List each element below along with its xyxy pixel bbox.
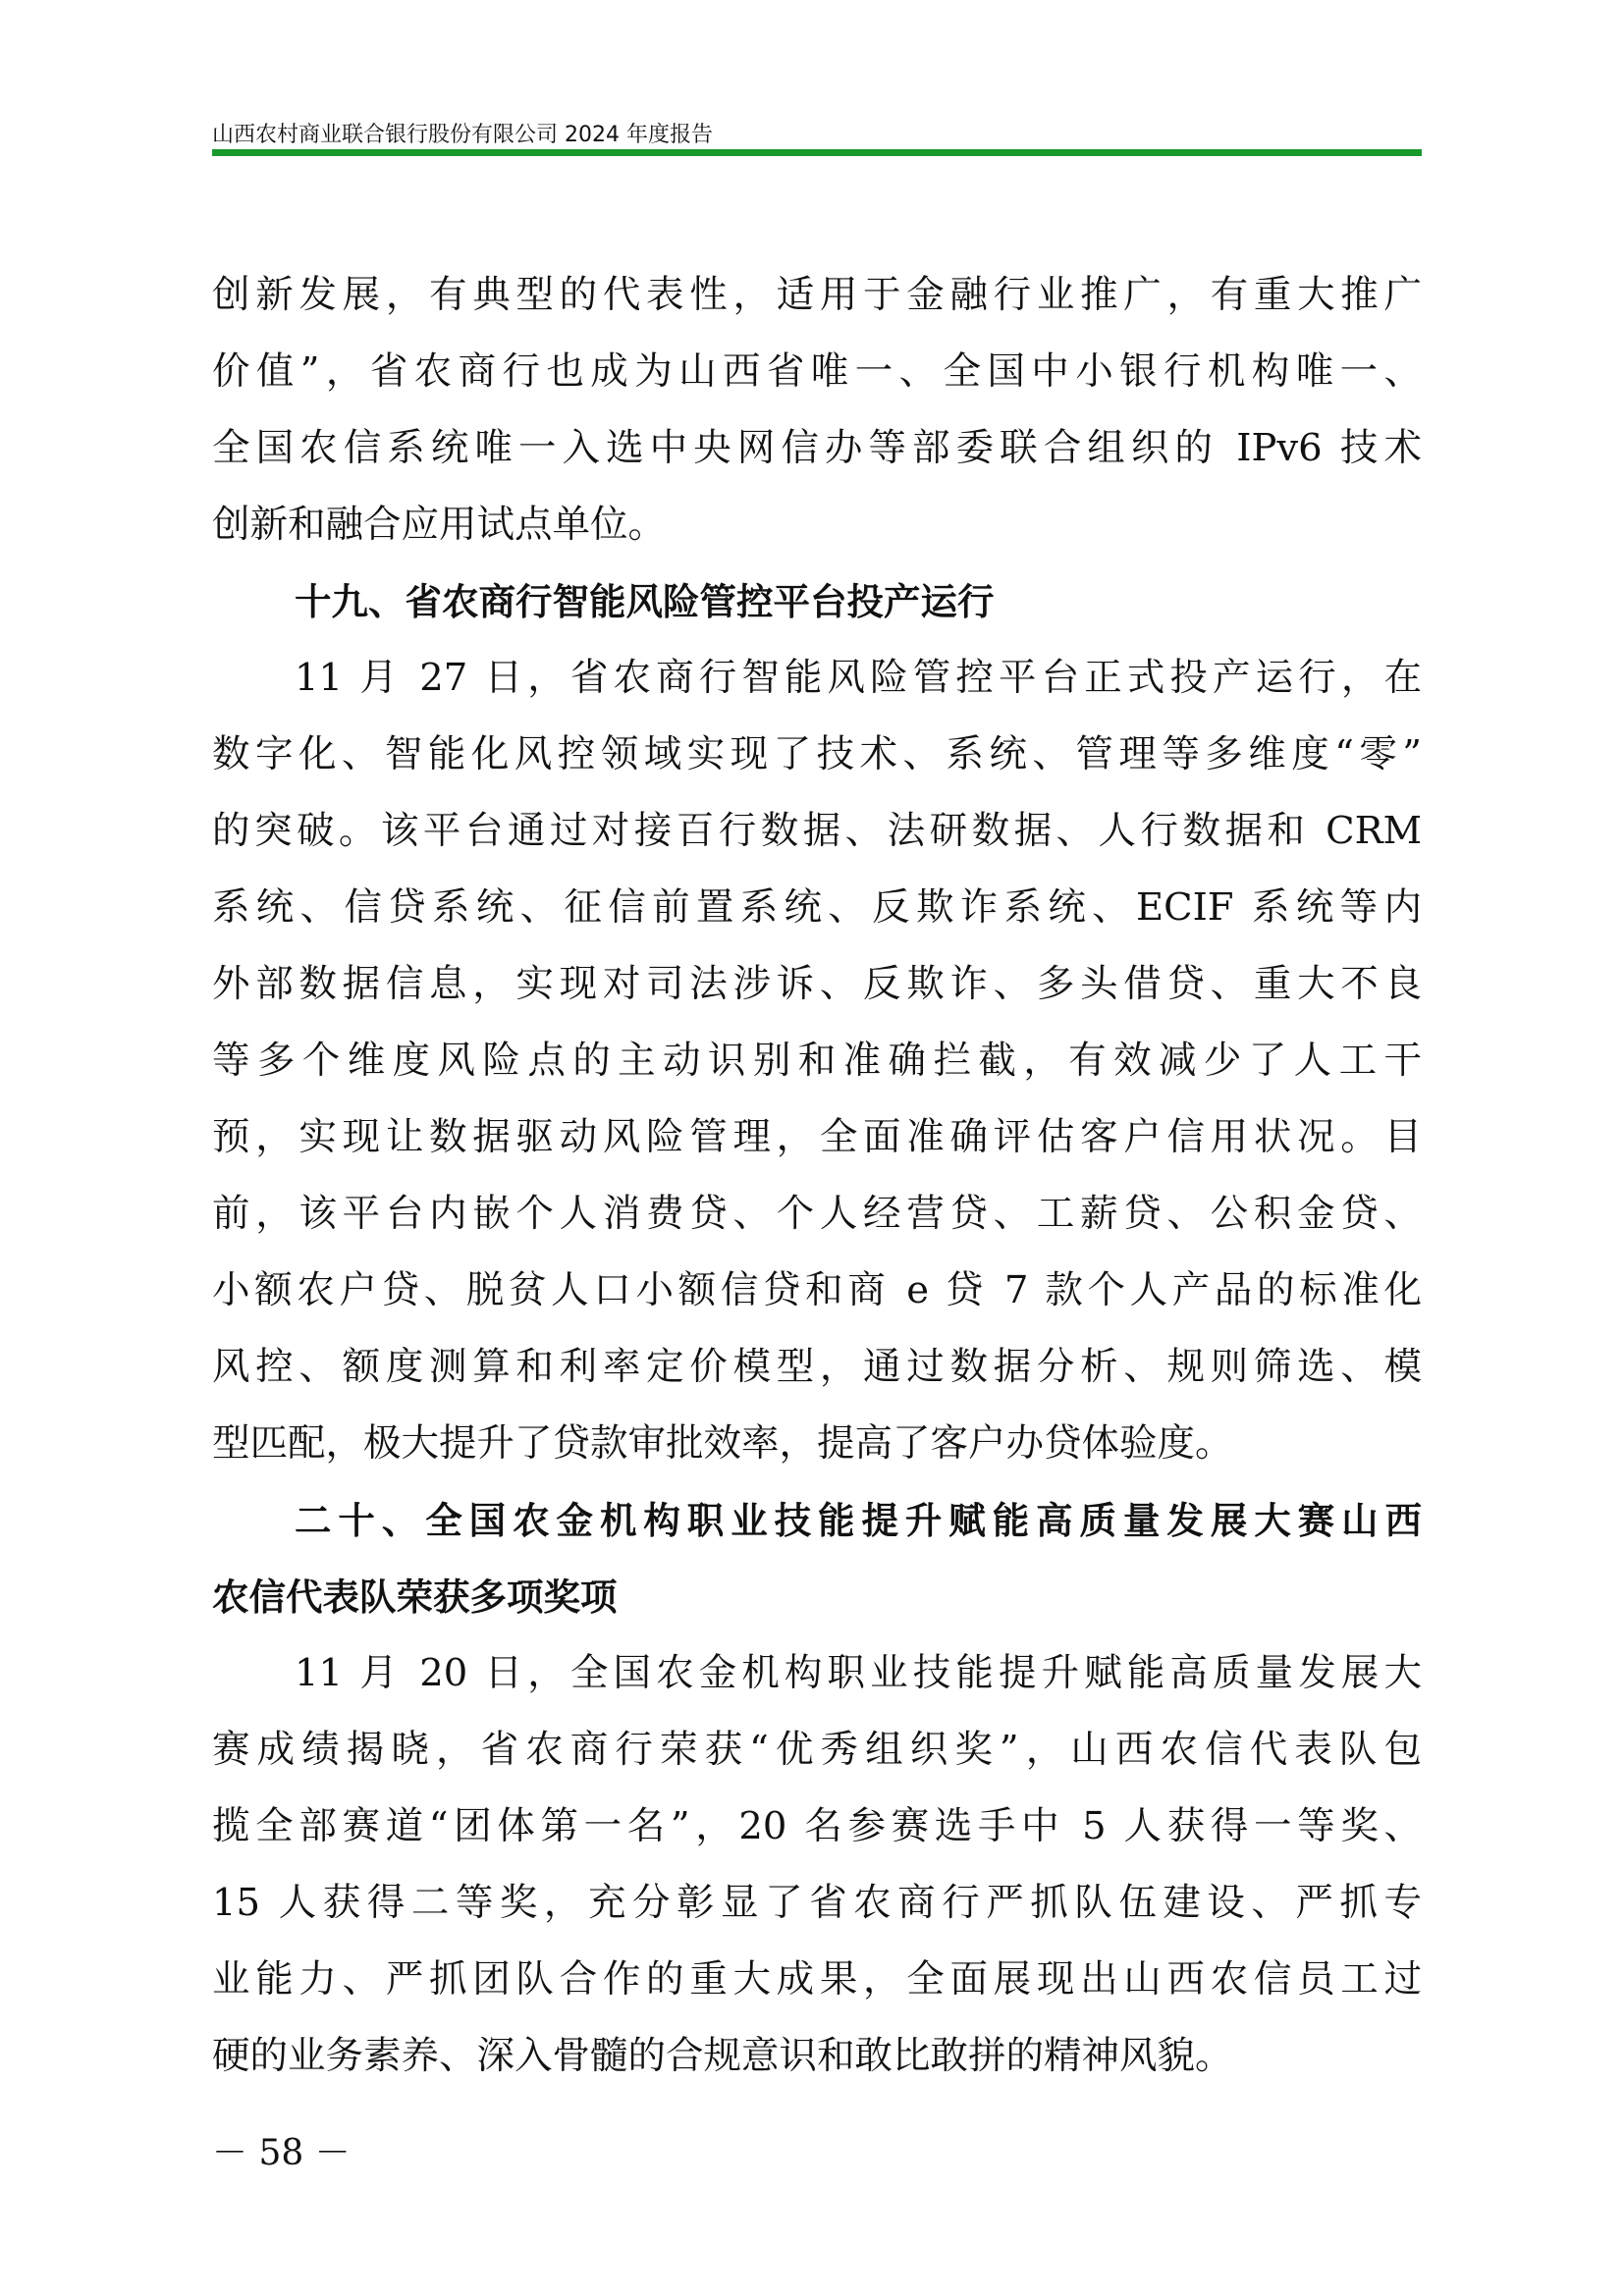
body-text-line: 预，实现让数据驱动风险管理，全面准确评估客户信用状况。目 <box>212 1115 1422 1159</box>
body-text-line: 数字化、智能化风控领域实现了技术、系统、管理等多维度“零” <box>212 732 1422 776</box>
body-text-line: 赛成绩揭晓，省农商行荣获“优秀组织奖”，山西农信代表队包 <box>212 1728 1422 1772</box>
section-heading-20-cont: 农信代表队荣获多项奖项 <box>212 1575 618 1619</box>
body-text-line: 前，该平台内嵌个人消费贷、个人经营贷、工薪贷、公积金贷、 <box>212 1192 1422 1236</box>
body-text-line: 小额农户贷、脱贫人口小额信贷和商 e 贷 7 款个人产品的标准化 <box>212 1268 1422 1312</box>
body-text-line: 创新和融合应用试点单位。 <box>212 503 667 547</box>
body-text-line: 揽全部赛道“团体第一名”，20 名参赛选手中 5 人获得一等奖、 <box>212 1804 1422 1848</box>
body-text-line: 外部数据信息，实现对司法涉诉、反欺诈、多头借贷、重大不良 <box>212 962 1422 1006</box>
paragraph-first-line: 11 月 20 日，全国农金机构职业技能提升赋能高质量发展大 <box>295 1651 1422 1695</box>
paragraph-first-line: 11 月 27 日，省农商行智能风险管控平台正式投产运行，在 <box>295 656 1422 700</box>
body-text-line: 15 人获得二等奖，充分彰显了省农商行严抓队伍建设、严抓专 <box>212 1881 1422 1925</box>
header-divider <box>212 149 1422 156</box>
body-text-line: 系统、信贷系统、征信前置系统、反欺诈系统、ECIF 系统等内 <box>212 885 1422 930</box>
section-heading-19: 十九、省农商行智能风险管控平台投产运行 <box>295 580 995 623</box>
section-heading-20: 二十、全国农金机构职业技能提升赋能高质量发展大赛山西 <box>295 1499 1422 1542</box>
body-text-line: 硬的业务素养、深入骨髓的合规意识和敢比敢拼的精神风貌。 <box>212 2034 1233 2078</box>
body-text-line: 全国农信系统唯一入选中央网信办等部委联合组织的 IPv6 技术 <box>212 426 1422 470</box>
body-text-line: 的突破。该平台通过对接百行数据、法研数据、人行数据和 CRM <box>212 809 1422 853</box>
report-header-title: 山西农村商业联合银行股份有限公司 2024 年度报告 <box>212 123 713 147</box>
body-text-line: 风控、额度测算和利率定价模型，通过数据分析、规则筛选、模 <box>212 1345 1422 1389</box>
body-text-line: 业能力、严抓团队合作的重大成果，全面展现出山西农信员工过 <box>212 1957 1422 2002</box>
body-text-line: 创新发展，有典型的代表性，适用于金融行业推广，有重大推广 <box>212 273 1422 317</box>
page-number: － 58 － <box>212 2133 351 2173</box>
body-text-line: 价值”，省农商行也成为山西省唯一、全国中小银行机构唯一、 <box>212 349 1422 394</box>
body-text-line: 型匹配，极大提升了贷款审批效率，提高了客户办贷体验度。 <box>212 1421 1233 1466</box>
body-text-line: 等多个维度风险点的主动识别和准确拦截，有效减少了人工干 <box>212 1039 1422 1083</box>
